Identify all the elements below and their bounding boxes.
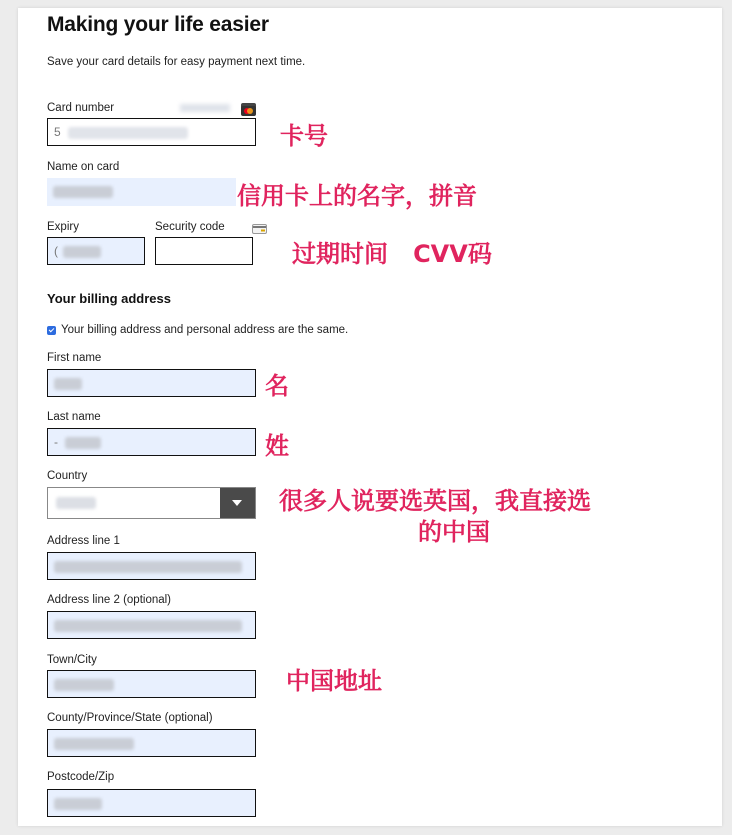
annotation-last-name: 姓	[265, 432, 289, 460]
redacted-text	[54, 620, 242, 632]
card-brand-icon	[241, 103, 256, 113]
redacted-text	[54, 378, 82, 390]
chevron-down-icon[interactable]	[220, 488, 255, 518]
annotation-card-number: 卡号	[280, 122, 328, 150]
county-province-state-label: County/Province/State (optional)	[47, 712, 213, 724]
annotation-first-name: 名	[265, 372, 289, 400]
expiry-value: (	[54, 244, 58, 258]
address-line-1-input[interactable]	[47, 552, 256, 580]
card-brands-blurred	[180, 104, 230, 112]
billing-section-heading: Your billing address	[47, 291, 172, 306]
last-name-input[interactable]	[47, 428, 256, 456]
country-label: Country	[47, 470, 88, 482]
country-select[interactable]	[47, 487, 256, 519]
security-code-card-icon	[252, 221, 267, 231]
last-name-label: Last name	[47, 411, 101, 423]
redacted-text	[54, 679, 114, 691]
name-on-card-label: Name on card	[47, 161, 120, 173]
security-code-input[interactable]	[155, 237, 253, 265]
last-name-value: -	[54, 435, 58, 449]
name-on-card-input[interactable]	[47, 178, 236, 206]
page-title: Making your life easier	[47, 13, 269, 36]
same-address-checkbox[interactable]	[47, 326, 56, 335]
town-city-label: Town/City	[47, 654, 97, 666]
expiry-input[interactable]	[47, 237, 145, 265]
annotation-expiry-cvv: 过期时间 CVV码	[292, 240, 492, 268]
redacted-text	[54, 798, 102, 810]
redacted-text	[53, 186, 113, 198]
redacted-text	[63, 246, 101, 258]
redacted-text	[68, 127, 188, 139]
card-number-label: Card number	[47, 102, 115, 114]
page-subtitle: Save your card details for easy payment next time.	[47, 56, 306, 68]
expiry-label: Expiry	[47, 221, 79, 233]
county-province-state-input[interactable]	[47, 729, 256, 757]
address-line-2-input[interactable]	[47, 611, 256, 639]
first-name-label: First name	[47, 352, 102, 364]
address-line-1-label: Address line 1	[47, 535, 120, 547]
postcode-zip-input[interactable]	[47, 789, 256, 817]
annotation-country-line1: 很多人说要选英国，我直接选	[279, 487, 591, 515]
annotation-country-line2: 的中国	[418, 518, 490, 546]
annotation-address: 中国地址	[286, 667, 382, 695]
redacted-text	[54, 561, 242, 573]
postcode-zip-label: Postcode/Zip	[47, 771, 115, 783]
redacted-text	[56, 497, 96, 509]
same-address-checkbox-label: Your billing address and personal address are the same.	[61, 324, 349, 336]
security-code-label: Security code	[155, 221, 225, 233]
first-name-input[interactable]	[47, 369, 256, 397]
card-number-input[interactable]	[47, 118, 256, 146]
redacted-text	[65, 437, 101, 449]
annotation-name-on-card: 信用卡上的名字，拼音	[237, 182, 477, 210]
town-city-input[interactable]	[47, 670, 256, 698]
address-line-2-label: Address line 2 (optional)	[47, 594, 172, 606]
card-number-value: 5	[54, 125, 61, 139]
redacted-text	[54, 738, 134, 750]
